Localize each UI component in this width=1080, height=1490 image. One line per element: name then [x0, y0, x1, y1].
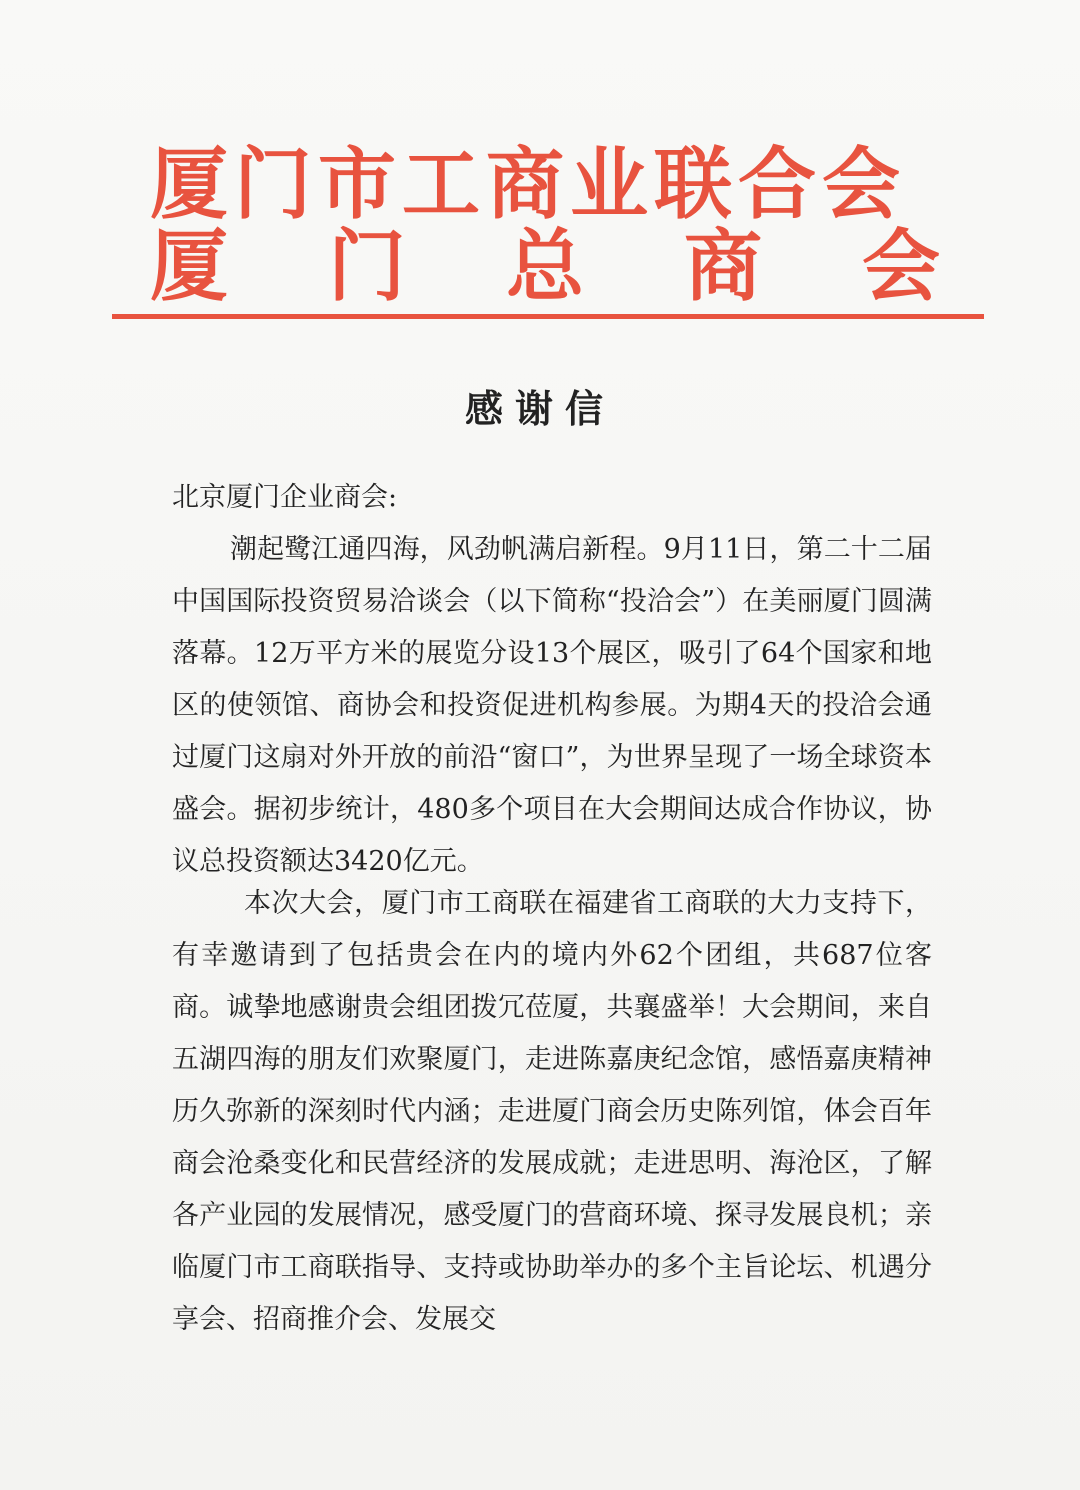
header-line2-char: 厦	[150, 221, 229, 312]
letter-title: 感谢信	[464, 387, 615, 431]
header-line2-char: 会	[861, 221, 940, 312]
letter-paragraph-2: 本次大会，厦门市工商联在福建省工商联的大力支持下，有幸邀请到了包括贵会在内的境内外62个团组，共687位客商。诚挚地感谢贵会组团拨冗莅厦，共襄盛举！大会期间，来自五湖四海的朋友们欢聚厦门，走进陈嘉庚纪念馆，感悟嘉庚精神历久弥新的深刻时代内涵；走进厦门商会历史陈列馆，体会百年商会沧桑变化和民营经济的发展成就；走进思明、海沧区，了解各产业园的发展情况，感受厦门的营商环境、探寻发展良机；亲临厦门市工商联指导、支持或协助举办的多个主旨论坛、机遇分享会、招商推介会、发展交	[172, 888, 932, 1335]
header-org-name-line2	[150, 222, 940, 312]
header-divider	[112, 314, 984, 319]
header-line2-char: 门	[327, 221, 406, 312]
header-line2-char: 总	[505, 221, 584, 312]
letter-salutation: 北京厦门企业商会:	[172, 482, 398, 513]
letter-paragraph-1: 潮起鹭江通四海，风劲帆满启新程。9月11日，第二十二届中国国际投资贸易洽谈会（以下简称“投洽会”）在美丽厦门圆满落幕。12万平方米的展览分设13个展区，吸引了64个国家和地区的使领馆、商协会和投资促进机构参展。为期4天的投洽会通过厦门这扇对外开放的前沿“窗口”，为世界呈现了一场全球资本盛会。据初步统计，480多个项目在大会期间达成合作协议，协议总投资额达3420亿元。	[172, 534, 932, 877]
header-org-name-line1: 厦门市工商业联合会	[150, 139, 907, 230]
header-line2-char: 商	[683, 221, 762, 312]
